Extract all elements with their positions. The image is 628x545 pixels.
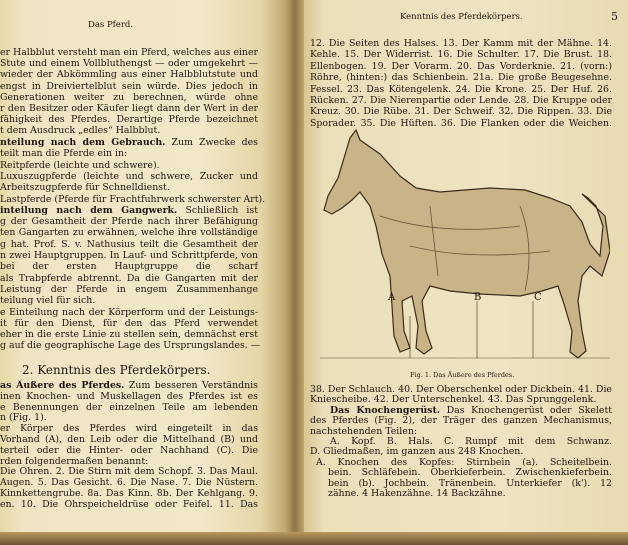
book-edge bbox=[0, 532, 628, 545]
line-text: Reitpferde (leichte und schwere). bbox=[0, 159, 160, 171]
text-line bbox=[310, 384, 612, 395]
bold-heading-text: nteilung nach dem Gebrauch. bbox=[0, 137, 166, 148]
line-text: Kniescheibe. 42. Der Unterschenkel. 43. Das Sprunggelenk. bbox=[310, 394, 597, 406]
text-line bbox=[310, 446, 523, 457]
horse-figure bbox=[320, 126, 610, 371]
text-line bbox=[0, 466, 258, 477]
line-text: Vorhand (A), den Leib oder die Mittelhand (B) und bbox=[0, 434, 258, 445]
text-line bbox=[0, 47, 258, 58]
text-line bbox=[0, 434, 258, 445]
figure-label-c: C bbox=[534, 292, 542, 303]
text-line bbox=[0, 329, 258, 340]
figure-caption: Fig. 1. Das Äußere des Pferdes. bbox=[410, 371, 515, 379]
text-line bbox=[0, 380, 258, 391]
text-line bbox=[328, 478, 612, 489]
text-line bbox=[0, 58, 258, 69]
line-text: inen Knochen- und Muskellagen des Pferdes ist es bbox=[0, 390, 258, 402]
bold-heading-text: Das Knochengerüst. bbox=[330, 404, 441, 416]
text-line bbox=[0, 477, 258, 488]
text-line bbox=[0, 261, 258, 272]
figure-label-a: A bbox=[388, 292, 396, 303]
text-line bbox=[0, 148, 127, 159]
line-text: er Körper des Pferdes wird eingeteilt in das bbox=[0, 423, 258, 435]
line-text: Fessel. 23. Das Kötengelenk. 24. Die Krone. 25. Der Huf. 26. bbox=[310, 83, 612, 95]
text-line bbox=[0, 227, 258, 238]
bold-heading-text: inteilung nach dem Gangwerk. bbox=[0, 204, 178, 216]
page-number: 5 bbox=[611, 10, 618, 23]
text-line bbox=[0, 340, 260, 351]
line-text: g hat. Prof. S. v. Nathusius teilt die Gesamtheit der bbox=[0, 238, 258, 250]
line-text: bein (b). Jochbein. Tränenbein. Unterkiefer (k'). 12 bbox=[328, 477, 612, 489]
line-text: Arbeitszugpferde für Schnelldienst. bbox=[0, 182, 170, 194]
line-text: Stute und einem Vollbluthengst — oder umgekehrt — bbox=[0, 58, 258, 70]
text-line bbox=[0, 92, 258, 103]
text-line bbox=[310, 72, 612, 83]
text-line bbox=[330, 436, 612, 447]
text-line bbox=[0, 103, 258, 114]
text-line bbox=[0, 137, 258, 148]
line-text: Leistung der Pferde in engem Zusammenhange bbox=[0, 283, 258, 295]
text-line bbox=[310, 38, 612, 49]
line-text: fähigkeit des Pferdes. Derartige Pferde bezeichnet bbox=[0, 114, 258, 126]
line-text: t dem Ausdruck „edles“ Halbblut. bbox=[0, 125, 161, 137]
text-line bbox=[0, 391, 258, 402]
text-line bbox=[0, 69, 258, 80]
text-line bbox=[0, 499, 258, 510]
text-line bbox=[0, 194, 265, 205]
line-text: r den Besitzer oder Käufer liegt dann der Wert in der bbox=[0, 103, 258, 114]
line-text: er Halbblut versteht man ein Pferd, welches aus einer bbox=[0, 47, 258, 58]
line-text: Die Ohren. 2. Die Stirn mit dem Schopf. 3. Das Maul. bbox=[0, 466, 258, 478]
line-text: Ellenbogen. 19. Der Vorarm. 20. Das Vorderknie. 21. (vorn:) bbox=[310, 60, 612, 72]
text-line bbox=[0, 456, 148, 467]
figure-label-b: B bbox=[474, 292, 482, 303]
left-running-header: Das Pferd. bbox=[88, 20, 134, 30]
text-line bbox=[0, 402, 258, 413]
text-line bbox=[0, 445, 258, 456]
line-text: Kinnkettengrube. 8a. Das Kinn. 8b. Der Kehlgang. 9. bbox=[0, 488, 258, 499]
text-line bbox=[316, 457, 612, 468]
text-line bbox=[0, 216, 258, 227]
line-text: ten Gangarten zu erwähnen, welche ihre vollständige bbox=[0, 227, 258, 239]
line-text: g auf die geographische Lage des Ursprungslandes. — bbox=[0, 340, 261, 352]
line-text: e Benennungen der einzelnen Teile am lebenden bbox=[0, 401, 258, 413]
line-text: A. Kopf. B. Hals. C. Rumpf mit dem Schwanz. bbox=[330, 436, 612, 447]
text-line bbox=[0, 239, 258, 250]
line-text: terteil oder die Hinter- oder Nachhand (C). Die bbox=[0, 444, 258, 456]
text-line bbox=[310, 84, 612, 95]
text-line bbox=[310, 49, 612, 60]
line-text: des Pferdes (Fig. 2), der Träger des ganzen Mechanismus, bbox=[310, 415, 612, 427]
text-line bbox=[0, 488, 258, 499]
line-text: teilung viel für sich. bbox=[0, 295, 96, 307]
text-line bbox=[0, 205, 258, 216]
line-text: engst in Dreiviertelblut sein würde. Dies jedoch in bbox=[0, 80, 258, 92]
text-line bbox=[310, 95, 612, 106]
line-text: it für den Dienst, für den das Pferd verwendet bbox=[0, 317, 258, 329]
line-text: zähne. 4 Hakenzähne. 14 Backzähne. bbox=[328, 488, 506, 499]
line-text: 12. Die Seiten des Halses. 13. Der Kamm mit der Mähne. 14. bbox=[310, 38, 612, 49]
text-line bbox=[310, 106, 612, 117]
line-text: Luxuszugpferde (leichte und schwere, Zucker und bbox=[0, 170, 258, 182]
line-text: als Trabpferde abtrennt. Da die Gangarten mit der bbox=[0, 272, 258, 284]
line-text: Augen. 5. Das Gesicht. 6. Die Nase. 7. Die Nüstern. bbox=[0, 477, 258, 489]
text-line bbox=[310, 426, 417, 437]
line-text: eher in die erste Linie zu stellen sein, demnächst erst bbox=[0, 329, 258, 341]
line-text: D. Gliedmaßen, im ganzen aus 248 Knochen. bbox=[310, 446, 524, 458]
line-text: Sporader. 35. Die Hüften. 36. Die Flanken oder die Weichen. bbox=[310, 117, 612, 129]
line-text: 38. Der Schlauch. 40. Der Oberschenkel oder Dickbein. 41. Die bbox=[310, 384, 612, 395]
text-line bbox=[0, 318, 258, 329]
line-text: Lastpferde (Pferde für Frachtfuhrwerk schwerster Art). bbox=[0, 193, 266, 205]
bold-heading-text: as Äußere des Pferdes. bbox=[0, 380, 125, 391]
text-line bbox=[0, 125, 160, 136]
line-text: Kehle. 15. Der Widerrist. 16. Die Schulter. 17. Die Brust. 18. bbox=[310, 49, 612, 61]
text-line bbox=[328, 467, 612, 478]
line-text: wieder der Abkömmling aus einer Halbblutstute und bbox=[0, 69, 258, 81]
line-text: bein. Schläfebein. Oberkieferbein. Zwischenkieferbein. bbox=[328, 467, 612, 479]
text-line bbox=[0, 81, 258, 92]
text-line bbox=[0, 182, 170, 193]
line-text: Zum besseren Verständnis bbox=[128, 380, 258, 391]
text-line bbox=[0, 160, 160, 171]
text-line bbox=[330, 405, 612, 416]
text-line bbox=[0, 171, 258, 182]
line-text: Das Knochengerüst oder Skelett bbox=[440, 404, 612, 416]
text-line bbox=[0, 423, 258, 434]
line-text: n zwei Hauptgruppen. In Lauf- und Schrittpferde, von bbox=[0, 250, 258, 261]
section-heading: 2. Kenntnis des Pferdekörpers. bbox=[22, 363, 211, 377]
text-line bbox=[328, 488, 506, 499]
line-text: teilt man die Pferde ein in: bbox=[0, 148, 128, 160]
line-text: Schließlich ist bbox=[185, 204, 258, 216]
line-text: g der Gesamtheit der Pferde nach ihrer Befähigung bbox=[0, 216, 258, 228]
line-text: Generationen weiter zu berechnen, würde ohne bbox=[0, 91, 258, 103]
horse-illustration bbox=[324, 130, 610, 358]
line-text: e Einteilung nach der Körperform und der Leistungs- bbox=[0, 306, 258, 318]
line-text: Rücken. 27. Die Nierenpartie oder Lende. 28. Die Kruppe oder bbox=[310, 95, 612, 106]
text-line bbox=[0, 250, 258, 261]
text-line bbox=[0, 412, 47, 423]
text-line bbox=[0, 295, 95, 306]
line-text: Röhre, (hinten:) das Schienbein. 21a. Die große Beugesehne. bbox=[310, 72, 612, 84]
line-text: rden folgendermaßen benannt: bbox=[0, 455, 149, 467]
text-line bbox=[0, 273, 258, 284]
line-text: n (Fig. 1). bbox=[0, 412, 47, 424]
line-text: Kreuz. 30. Die Rübe. 31. Der Schweif. 32. Die Rippen. 33. Die bbox=[310, 106, 612, 118]
line-text: A. Knochen des Kopfes: Stirnbein (a). Scheitelbein. bbox=[316, 456, 612, 468]
text-line bbox=[0, 284, 258, 295]
text-line bbox=[0, 307, 258, 318]
line-text: bei der ersten Hauptgruppe die scharf bbox=[0, 261, 258, 273]
text-line bbox=[0, 114, 258, 125]
line-text: Zum Zwecke des bbox=[171, 137, 258, 148]
line-text: nachstehenden Teilen: bbox=[310, 425, 418, 437]
text-line bbox=[310, 415, 612, 426]
text-line bbox=[310, 394, 596, 405]
line-text: en. 10. Die Ohrspeicheldrüse oder Feifel. 11. Das bbox=[0, 498, 258, 510]
right-running-header: Kenntnis des Pferdekörpers. bbox=[400, 12, 523, 22]
text-line bbox=[310, 61, 612, 72]
